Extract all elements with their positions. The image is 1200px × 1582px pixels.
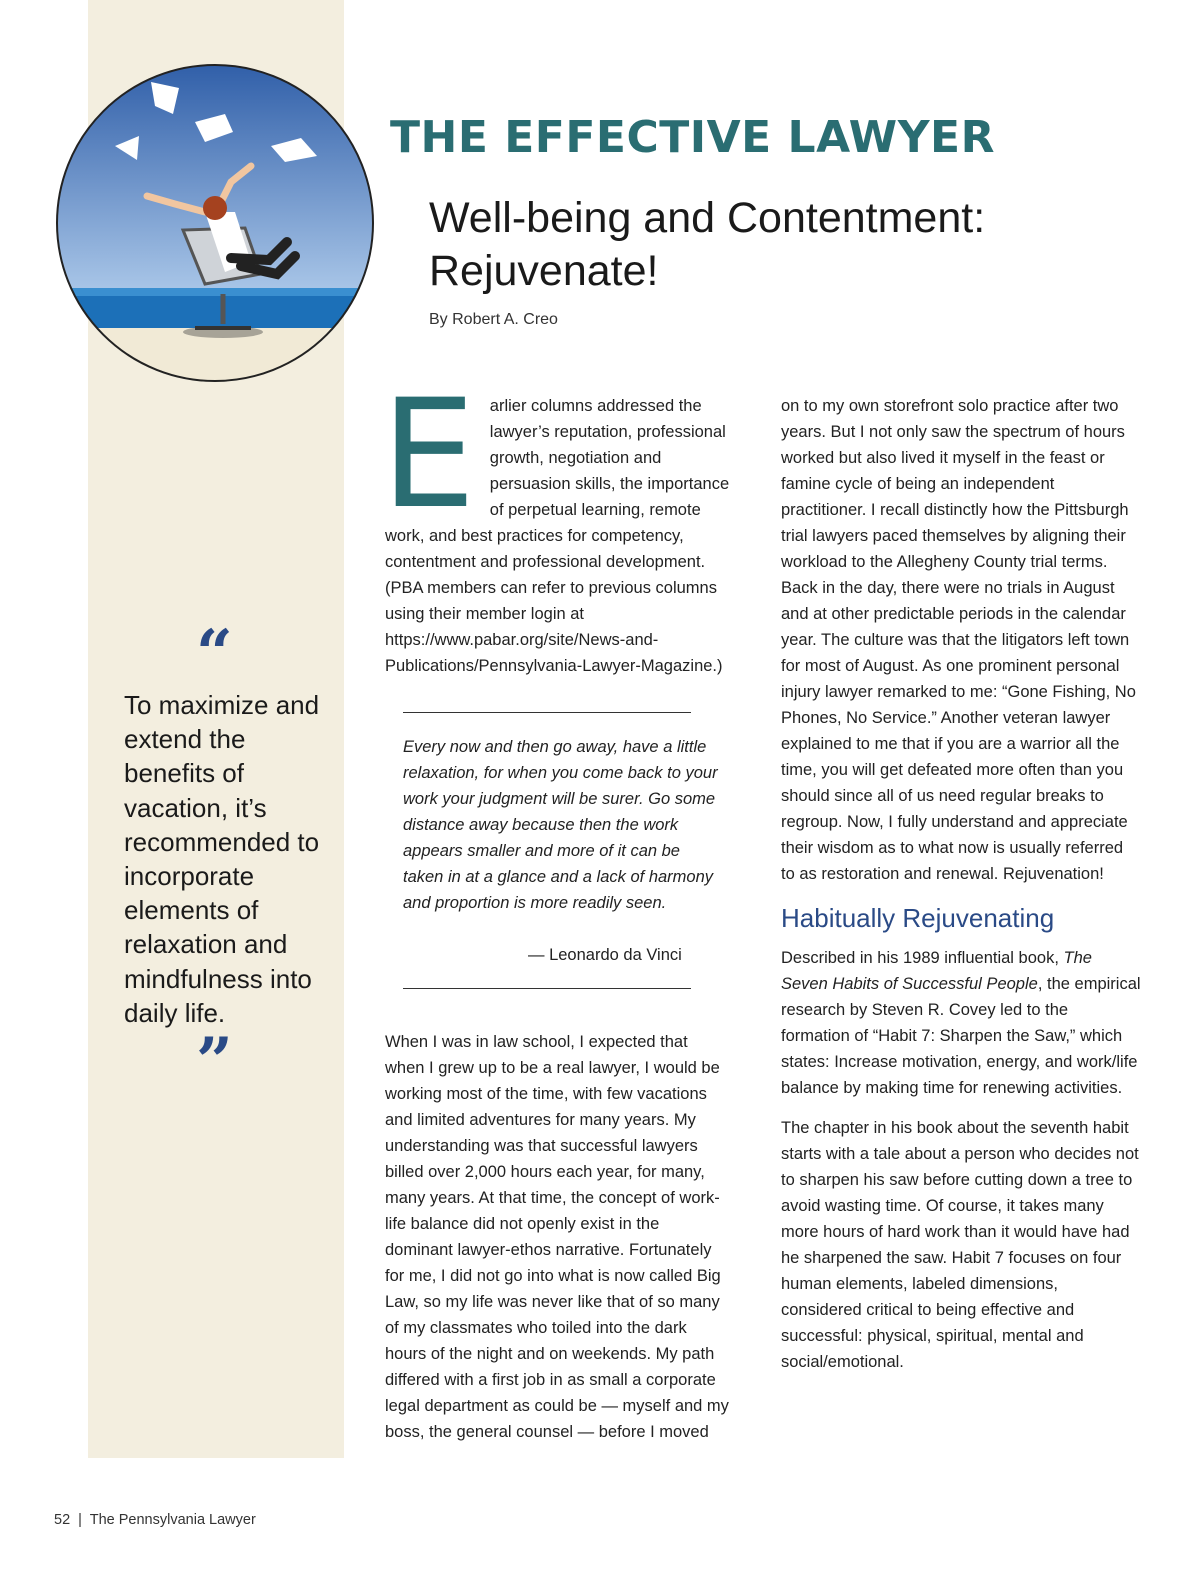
quote-attribution: — Leonardo da Vinci: [528, 946, 682, 964]
headline-line-1: Well-being and Contentment:: [429, 194, 986, 242]
quote-bottom-rule: [403, 988, 691, 989]
paragraph-law-school: When I was in law school, I expected that when I grew up to be a real lawyer, I would be working most of the time, with few vacations and limited adventures for many years. My understanding was that successful lawyers billed over 2,000 hours each year, for many, many years. At that time, the concept of work-life balance did not openly exist in the dominant lawyer-ethos narrative. Fortunately for me, I did not go into what is now called Big Law, so my life was never like that of so many of my classmates who toiled into the dark hours of the night and on weekends. My path differed with a first job in as small a corporate legal department as could be — myself and my boss, the general counsel — before I moved: [385, 1033, 729, 1441]
subhead-habitually-rejuvenating: Habitually Rejuvenating: [781, 903, 1055, 933]
quote-top-rule: [403, 712, 691, 713]
drop-cap: E: [381, 368, 476, 542]
paragraph-solo-practice: on to my own storefront solo practice after two years. But I not only saw the spectrum of hours worked but also lived it myself in the feast or famine cycle of being an independent practitioner. I recall distinctly how the Pittsburgh trial lawyers paced themselves by aligning their workload to the Allegheny County trial terms. Back in the day, there were no trials in August and at other predictable periods in the calendar year. The culture was that the litigators left town for most of August. As one prominent personal injury lawyer remarked to me: “Gone Fishing, No Phones, No Service.” Another veteran lawyer explained to me that if you are a warrior all the time, you will get defeated more often than you should since all of us need regular breaks to regroup. Now, I fully understand and appreciate their wisdom as to what now is usually referred to as restoration and renewal. Rejuvenation!: [781, 397, 1136, 883]
paragraph-covey: [781, 945, 1141, 1101]
intro-block: [381, 368, 730, 675]
byline: By Robert A. Creo: [429, 311, 558, 328]
section-title: THE EFFECTIVE LAWYER: [390, 112, 995, 163]
close-quote-icon: ”: [196, 1024, 233, 1099]
intro-paragraph: arlier columns addressed the lawyer’s reputation, professional growth, negotiation and persuasion skills, the importance of perpetual learning, remote work, and best practices for competency, contentment and professional development. (PBA members can refer to previous columns using their member login at https://www.pabar.org/site/News-and-Publications/Pennsylvania-Lawyer-Magazine.): [385, 397, 730, 675]
davinci-quote: Every now and then go away, have a little relaxation, for when you come back to your work your judgment will be surer. Go some distance away because then the work appears smaller and more of it can be taken in at a glance and a lack of harmony and proportion is more readily seen.: [403, 738, 718, 912]
covey-text-before: Described in his 1989 influential book,: [781, 949, 1064, 967]
covey-text-after: , the empirical research by Steven R. Covey led to the formation of “Habit 7: Sharpen the Saw,” which states: Increase motivation, energy, and work/life balance by making time for renewing activities.: [781, 975, 1141, 1097]
headline: [429, 192, 1129, 298]
beach-office-chair-illustration: [55, 62, 375, 384]
paragraph-seventh-habit: The chapter in his book about the seventh habit starts with a tale about a person who decides not to sharpen his saw before cutting down a tree to avoid wasting time. Of course, it takes many more hours of hard work than it would have had he sharpened the saw. Habit 7 focuses on four human elements, labeled dimensions, considered critical to being effective and successful: physical, spiritual, mental and social/emotional.: [781, 1119, 1139, 1371]
headline-line-2: Rejuvenate!: [429, 247, 659, 295]
page-footer: 52 | The Pennsylvania Lawyer: [54, 1512, 256, 1528]
article-column-1: [381, 368, 730, 1445]
open-quote-icon: “: [196, 616, 233, 691]
article-column-2: [781, 393, 1141, 1375]
pull-quote-text: To maximize and extend the benefits of vacation, it’s recommended to incorporate elements of relaxation and mindfulness into daily life.: [124, 690, 320, 1028]
book-title: The Seven Habits of Successful People: [781, 949, 1092, 993]
